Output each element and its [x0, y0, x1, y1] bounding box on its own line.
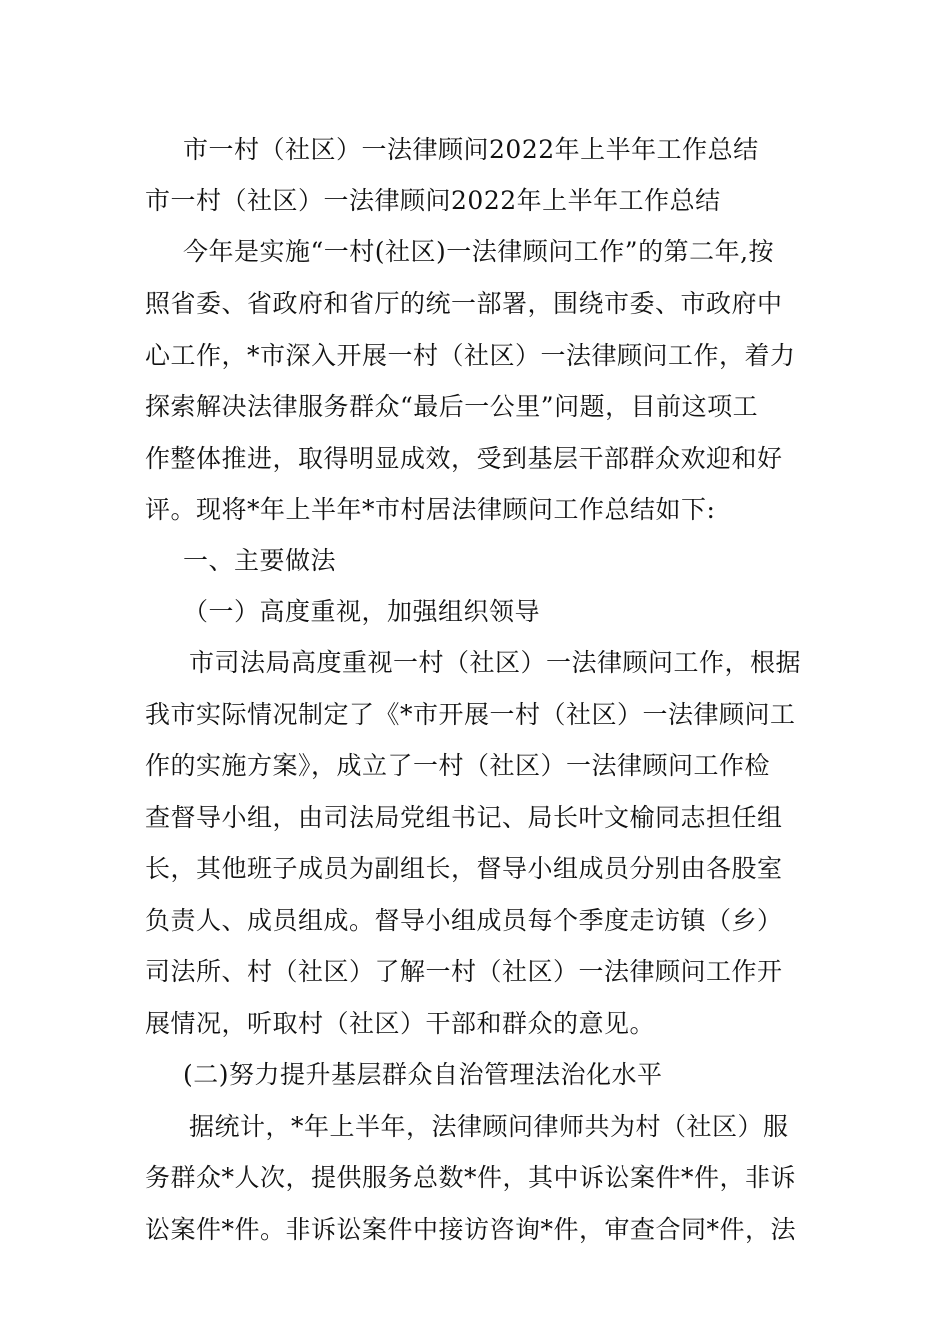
- document-subtitle: 市一村（社区）一法律顾问2022年上半年工作总结: [145, 186, 721, 215]
- paragraph-line: 照省委、省政府和省厅的统一部署，围绕市委、市政府中: [145, 289, 783, 318]
- section-heading: 一、主要做法: [183, 546, 337, 575]
- paragraph-line: 据统计，*年上半年，法律顾问律师共为村（社区）服: [189, 1112, 789, 1141]
- paragraph-line: 评。现将*年上半年*市村居法律顾问工作总结如下:: [145, 495, 716, 524]
- paragraph-line: 务群众*人次，提供服务总数*件，其中诉讼案件*件，非诉: [145, 1163, 797, 1192]
- paragraph-line: 市司法局高度重视一村（社区）一法律顾问工作，根据: [189, 648, 802, 677]
- paragraph-line: 讼案件*件。非诉讼案件中接访咨询*件，审查合同*件，法: [145, 1215, 797, 1244]
- paragraph-line: 作的实施方案》，成立了一村（社区）一法律顾问工作检: [145, 751, 771, 780]
- subsection-heading: （一）高度重视，加强组织领导: [183, 597, 541, 626]
- paragraph-line: 司法所、村（社区）了解一村（社区）一法律顾问工作开: [145, 957, 783, 986]
- paragraph-line: 查督导小组，由司法局党组书记、局长叶文榆同志担任组: [145, 803, 783, 832]
- paragraph-line: 长，其他班子成员为副组长，督导小组成员分别由各股室: [145, 854, 783, 883]
- paragraph-line: 今年是实施“一村(社区)一法律顾问工作”的第二年,按: [183, 237, 775, 266]
- paragraph-line: 心工作，*市深入开展一村（社区）一法律顾问工作，着力: [145, 341, 796, 370]
- paragraph-line: 我市实际情况制定了《*市开展一村（社区）一法律顾问工: [145, 700, 796, 729]
- paragraph-line: 负责人、成员组成。督导小组成员每个季度走访镇（乡）: [145, 906, 783, 935]
- document-title: 市一村（社区）一法律顾问2022年上半年工作总结: [183, 135, 759, 164]
- paragraph-line: 作整体推进，取得明显成效，受到基层干部群众欢迎和好: [145, 444, 783, 473]
- paragraph-line: 展情况，听取村（社区）干部和群众的意见。: [145, 1009, 656, 1038]
- paragraph-line: 探索解决法律服务群众“最后一公里”问题，目前这项工: [145, 392, 759, 421]
- subsection-heading: (二)努力提升基层群众自治管理法治化水平: [183, 1060, 663, 1089]
